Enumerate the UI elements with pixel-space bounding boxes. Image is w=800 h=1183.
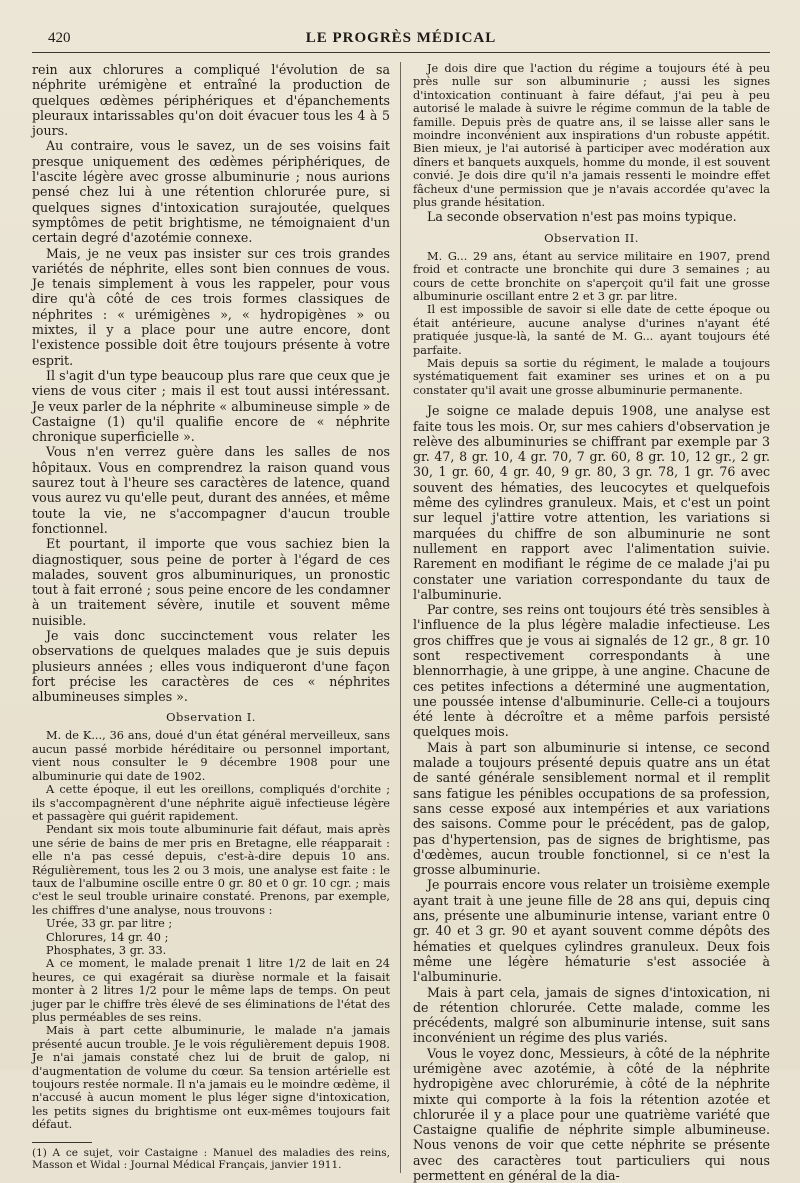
paragraph: La seconde observation n'est pas moins typique. (427, 209, 737, 225)
paragraph: Au contraire, vous le savez, un de ses voisins fait presque uniquement des œdèmes périphériques, de l'ascite légère avec grosse albuminurie ; nous aurions pensé chez lui à une rétention chlorurée pure, si quelques signes d'intoxication surajoutée, quelques symptômes de petit brightisme, ne témoignaient d'un certain degré d'azotémie connexe. (32, 138, 390, 246)
list-item: Chlorures, 14 gr. 40 ; (46, 930, 169, 944)
two-column-body (32, 62, 770, 1183)
footnote: (1) A ce sujet, voir Castaigne : Manuel des maladies des reins, Masson et Widal : Journal Médical Français, janvier 1911. (32, 1146, 390, 1172)
paragraph: A ce moment, le malade prenait 1 litre 1/2 de lait en 24 heures, ce qui exagérait sa diurèse normale et la faisait monter à 2 litres 1/2 pour le même laps de temps. On peut juger par le chiffre très élevé de ses éliminations de l'état des plus perméables de ses reins. (32, 957, 390, 1024)
list-item: Urée, 33 gr. par litre ; (46, 917, 173, 931)
analysis-list (32, 917, 390, 957)
list-item: Phosphates, 3 gr. 33. (46, 943, 167, 957)
paragraph: rein aux chlorures a compliqué l'évolution de sa néphrite urémigène et entraîné la production de quelques œdèmes périphériques et d'épanchements pleuraux intarissables qu'on doit évacuer tous les 4 à 5 jours. (32, 62, 390, 139)
paragraph: Il est impossible de savoir si elle date de cette époque ou était antérieure, aucune analyse d'urines n'ayant été pratiquée jusque-là, la santé de M. G... ayant toujours été parfaite. (413, 303, 770, 357)
paragraph: Pendant six mois toute albuminurie fait défaut, mais après une série de bains de mer pris en Bretagne, elle réapparait : elle n'a pas cessé depuis, c'est-à-dire depuis 10 ans. Régulièrement, tous les 2 ou 3 mois, une analyse est faite : le taux de l'albumine oscille entre 0 gr. 80 et 0 gr. 10 cgr. ; mais c'est le seul trouble urinaire constaté. Prenons, par exemple, les chiffres d'une analyse, nous trouvons : (32, 823, 390, 917)
left-column (32, 62, 401, 1173)
paragraph: M. de K..., 36 ans, doué d'un état général merveilleux, sans aucun passé morbide héréditaire ou personnel important, vient nous consulter le 9 décembre 1908 pour une albuminurie qui date de 1902. (32, 729, 390, 783)
paragraph: A cette époque, il eut les oreillons, compliqués d'orchite ; ils s'accompagnèrent d'une néphrite aiguë infectieuse légère et passagère qui guérit rapidement. (32, 783, 390, 823)
paragraph: Mais à part cela, jamais de signes d'intoxication, ni de rétention chlorurée. Cette malade, comme les précédents, malgré son albuminurie intense, suit sans inconvénient un régime des plus variés. (413, 984, 770, 1046)
paragraph: Mais à part cette albuminurie, le malade n'a jamais présenté aucun trouble. Je le vois régulièrement depuis 1908. Je n'ai jamais constaté chez lui de bruit de galop, ni d'augmentation de volume du cœur. Sa tension artérielle est toujours restée normale. Il n'a jamais eu le moindre œdème, il n'accusé à aucun moment le plus léger signe d'intoxication, les petits signes du brightisme ont eux-mêmes toujours fait défaut. (32, 1024, 390, 1132)
paragraph: Je vais donc succinctement vous relater les observations de quelques malades que je suis depuis plusieurs années ; elles vous indiqueront d'une façon fort précise les caractères de ces « néphrites albumineuses simples ». (32, 627, 390, 705)
footnote-rule (32, 1142, 92, 1143)
observation-heading: Observation I. (166, 710, 256, 725)
paragraph: Je dois dire que l'action du régime a toujours été à peu près nulle sur son albuminurie ; aussi les signes d'intoxication continuant à faire défaut, j'ai peu à peu autorisé le malade à suivre le régime commun de la table de famille. Depuis près de quatre ans, il se laisse aller sans le moindre inconvénient aux inspirations d'un robuste appétit. Bien mieux, je l'ai autorisé à participer avec modération aux dîners et banquets auxquels, homme du monde, il est souvent convié. Je dois dire qu'il n'a jamais ressenti le moindre effet fâcheux d'une permission que je n'avais accordée qu'avec la plus grande hésitation. (413, 62, 770, 210)
journal-title: LE PROGRÈS MÉDICAL (305, 30, 497, 46)
paragraph: Mais, je ne veux pas insister sur ces trois grandes variétés de néphrite, elles sont bien connues de vous. Je tenais simplement à vous les rappeler, pour vous dire qu'à côté de ces trois formes classiques de néphrites : « urémigènes », « hydropigènes » ou mixtes, il y a place pour une autre encore, dont l'existence possible doit être toujours présente à votre esprit. (32, 245, 390, 368)
paragraph: Vous n'en verrez guère dans les salles de nos hôpitaux. Vous en comprendrez la raison quand vous saurez tout à l'heure ses caractères de latence, quand vous aurez vu qu'elle peut, durant des années, et même toute la vie, ne s'accompagner d'aucun trouble fonctionnel. (32, 444, 390, 536)
paragraph: Par contre, ses reins ont toujours été très sensibles à l'influence de la plus légère maladie infectieuse. Les gros chiffres que je vous ai signalés de 12 gr., 8 gr. 10 sont respectivement correspondants à une blennorrhagie, à une grippe, à une angine. Chacune de ces petites infections a déterminé une augmentation, une poussée intense d'albuminurie. Celle-ci a toujours été lente à décroître et a même parfois persisté quelques mois. (413, 602, 770, 740)
header-rule (32, 52, 770, 53)
paragraph: Et pourtant, il importe que vous sachiez bien la diagnostiquer, sous peine de porter à l'égard de ces malades, souvent gros albuminuriques, un pronostic tout à fait erroné ; sous peine encore de les condamner à un traitement sévère, inutile et souvent même nuisible. (32, 536, 390, 628)
paragraph: Je soigne ce malade depuis 1908, une analyse est faite tous les mois. Or, sur mes cahiers d'observation je relève des albuminuries se chiffrant par exemple par 3 gr. 47, 8 gr. 10, 4 gr. 70, 7 gr. 60, 8 gr. 10, 12 gr., 2 gr. 30, 1 gr. 60, 4 gr. 40, 9 gr. 80, 3 gr. 78, 1 gr. 76 avec souvent des hématies, des leucocytes et quelquefois même des cylindres granuleux. Mais, et c'est un point sur lequel j'attire votre attention, les variations si marquées du chiffre de son albuminurie ne sont nullement en rapport avec l'alimentation suivie. Rarement en modifiant le régime de ce malade j'ai pu constater une variation correspondante du taux de l'albuminurie. (413, 403, 770, 602)
observation-heading: Observation II. (544, 230, 639, 245)
right-column (401, 62, 770, 1183)
paragraph: Vous le voyez donc, Messieurs, à côté de la néphrite urémigène avec azotémie, à côté de la néphrite hydropigène avec chlorurémie, à côté de la néphrite mixte qui comporte à la fois la rétention azotée et chlorurée il y a place pour une quatrième variété que Castaigne qualifie de néphrite simple albumineuse. Nous venons de voir que cette néphrite se présente avec des caractères tout particuliers qui nous permettent en général de la dia- (413, 1045, 770, 1183)
paragraph: Je pourrais encore vous relater un troisième exemple ayant trait à une jeune fille de 28 ans qui, depuis cinq ans, présente une albuminurie intense, variant entre 0 gr. 40 et 3 gr. 90 et ayant souvent comme dépôts des hématies et quelques cylindres granuleux. Deux fois même une légère hématurie s'est associée à l'albuminurie. (413, 877, 770, 985)
paragraph: Mais depuis sa sortie du régiment, le malade a toujours systématiquement fait examiner ses urines et on a pu constater qu'il avait une grosse albuminurie permanente. (413, 357, 770, 397)
paragraph: Il s'agit d'un type beaucoup plus rare que ceux que je viens de vous citer ; mais il est tout aussi intéressant. Je veux parler de la néphrite « albumineuse simple » de Castaigne (1) qu'il qualifie encore de « néphrite chronique superficielle ». (32, 367, 390, 445)
paragraph: Mais à part son albuminurie si intense, ce second malade a toujours présenté depuis quatre ans un état de santé générale sensiblement normal et il remplit sans fatigue les pénibles occupations de sa profession, sans cesse exposé aux intempéries et aux variations des saisons. Comme pour le précédent, pas de galop, pas d'hypertension, pas de signes de brightisme, pas d'œdèmes, aucun trouble fonctionnel, si ce n'est la grosse albuminurie. (413, 739, 770, 878)
page-number: 420 (48, 30, 71, 46)
page-header (32, 30, 770, 50)
paragraph: M. G... 29 ans, étant au service militaire en 1907, prend froid et contracte une bronchite qui dure 3 semaines ; au cours de cette bronchite on s'aperçoit qu'il fait une grosse albuminurie oscillant entre 2 et 3 gr. par litre. (413, 249, 770, 303)
